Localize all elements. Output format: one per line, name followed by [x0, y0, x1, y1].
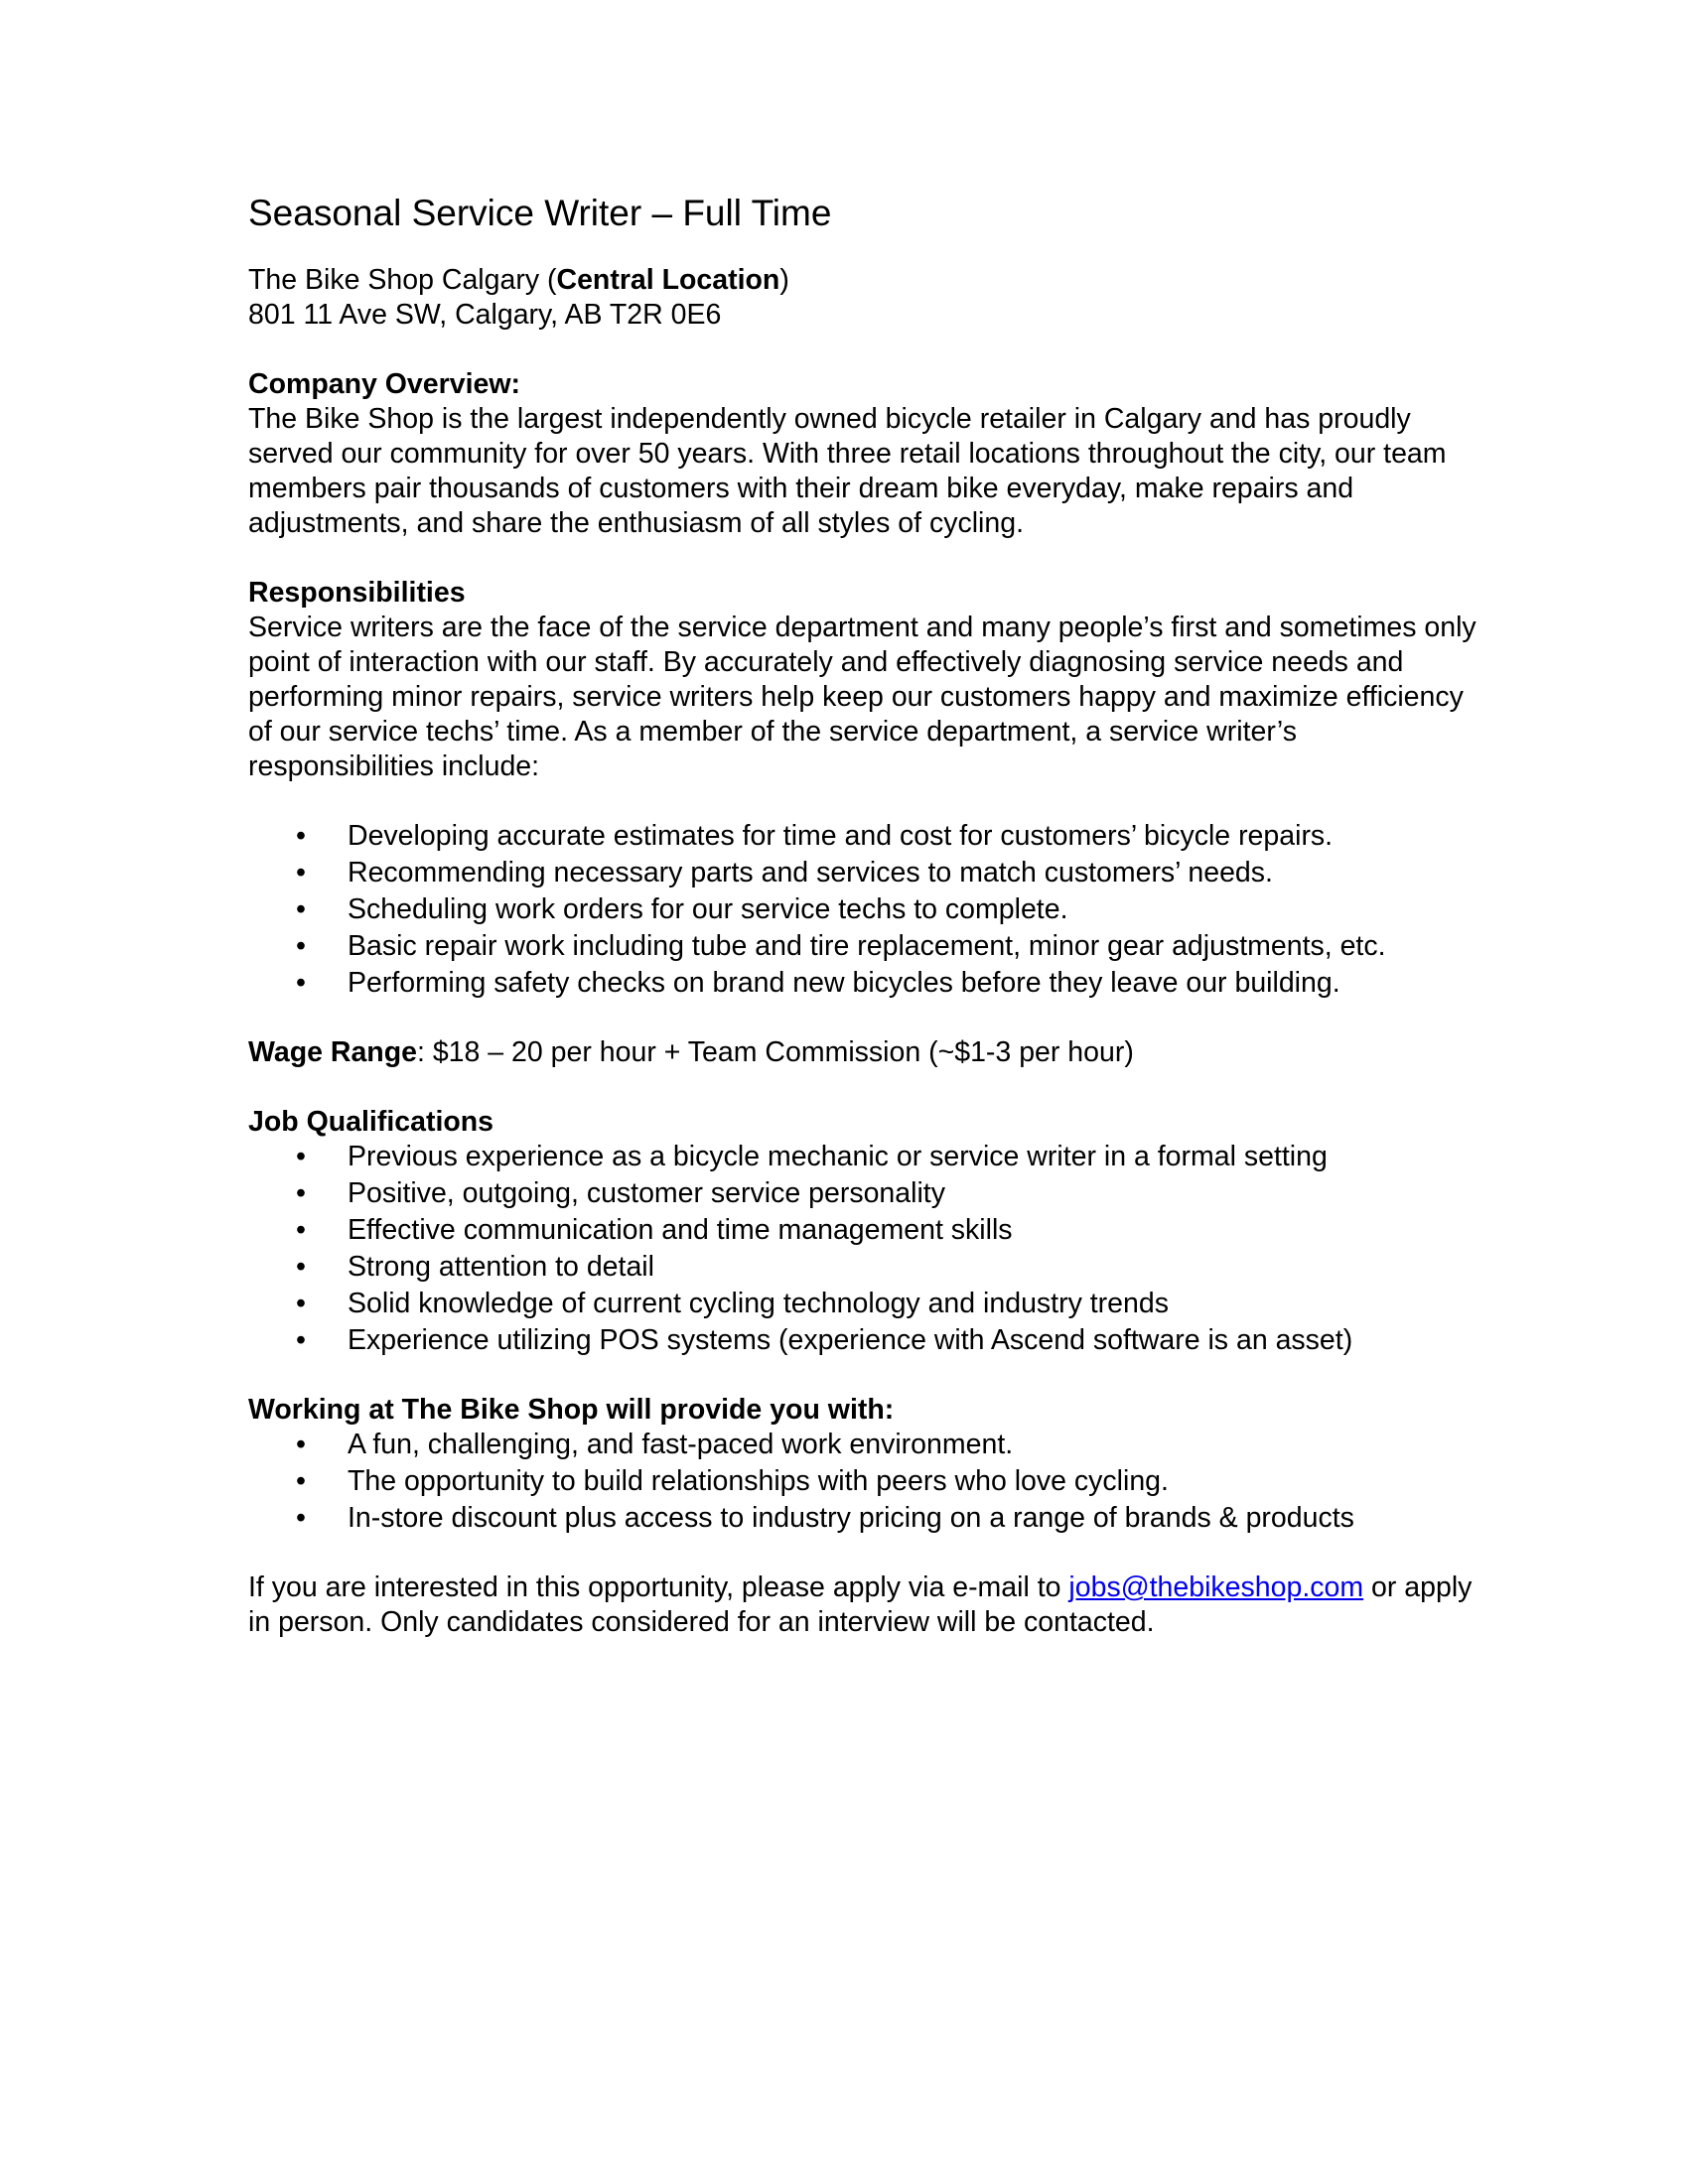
page-title: Seasonal Service Writer – Full Time	[248, 193, 832, 233]
benefits-list	[248, 1428, 1489, 1536]
apply-text	[248, 1570, 1489, 1640]
list-item-text: Developing accurate estimates for time and cost for customers’ bicycle repairs.	[348, 820, 1334, 852]
job-posting-page	[248, 191, 1489, 1640]
list-item	[248, 856, 1489, 890]
bullet-icon: •	[296, 1502, 306, 1534]
store-name-close: )	[779, 264, 789, 296]
list-item	[248, 819, 1489, 854]
responsibilities-text: Service writers are the face of the service department and many people’s first and sometimes only point of interaction with our staff. By accurately and effectively diagnosing service needs and performing minor repairs, service writers help keep our customers happy and maximize efficiency of our service techs’ time. As a member of the service department, a service writer’s responsibilities include:	[248, 612, 1477, 782]
list-item	[248, 892, 1489, 927]
bullet-icon: •	[296, 1177, 306, 1209]
apply-text-after: or apply in person. Only candidates considered for an interview will be contacted.	[248, 1571, 1473, 1638]
list-item-text: Previous experience as a bicycle mechanic or service writer in a formal setting	[348, 1141, 1328, 1172]
list-item-text: Effective communication and time management skills	[348, 1214, 1013, 1246]
company-overview-section	[248, 367, 1489, 541]
wage-range-value: : $18 – 20 per hour + Team Commission (~$1-3 per hour)	[416, 1036, 1134, 1068]
company-overview-heading: Company Overview:	[248, 368, 521, 400]
list-item	[248, 966, 1489, 1001]
list-item-text: The opportunity to build relationships with peers who love cycling.	[348, 1465, 1169, 1497]
apply-email-link[interactable]: jobs@thebikeshop.com	[1068, 1571, 1364, 1603]
list-item	[248, 1213, 1489, 1248]
store-location: Central Location	[556, 264, 780, 296]
list-item	[248, 1250, 1489, 1285]
list-item	[248, 1140, 1489, 1174]
bullet-icon: •	[296, 857, 306, 888]
bullet-icon: •	[296, 967, 306, 999]
list-item	[248, 929, 1489, 964]
list-item	[248, 1287, 1489, 1321]
bullet-icon: •	[296, 820, 306, 852]
store-name-line	[248, 263, 1489, 298]
benefits-heading: Working at The Bike Shop will provide you with:	[248, 1394, 895, 1426]
bullet-icon: •	[296, 1465, 306, 1497]
job-qualifications-list	[248, 1140, 1489, 1358]
company-overview-text: The Bike Shop is the largest independently owned bicycle retailer in Calgary and has proudly served our community for over 50 years. With three retail locations throughout the city, our team members pair thousands of customers with their dream bike everyday, make repairs and adjustments, and share the enthusiasm of all styles of cycling.	[248, 403, 1447, 539]
store-address: 801 11 Ave SW, Calgary, AB T2R 0E6	[248, 299, 722, 331]
wage-range-section	[248, 1035, 1489, 1070]
list-item-text: Scheduling work orders for our service techs to complete.	[348, 893, 1068, 925]
apply-text-before: If you are interested in this opportunity, please apply via e-mail to	[248, 1571, 1069, 1603]
list-item	[248, 1323, 1489, 1358]
list-item-text: In-store discount plus access to industry pricing on a range of brands & products	[348, 1502, 1354, 1534]
bullet-icon: •	[296, 1429, 306, 1460]
job-qualifications-section	[248, 1105, 1489, 1358]
responsibilities-list	[248, 819, 1489, 1001]
responsibilities-section	[248, 576, 1489, 1001]
store-name: The Bike Shop Calgary (	[248, 264, 557, 296]
responsibilities-heading: Responsibilities	[248, 577, 466, 609]
bullet-icon: •	[296, 1141, 306, 1172]
list-item	[248, 1428, 1489, 1462]
bullet-icon: •	[296, 1214, 306, 1246]
wage-range-line	[248, 1035, 1489, 1070]
list-item-text: Performing safety checks on brand new bicycles before they leave our building.	[348, 967, 1340, 999]
list-item-text: Strong attention to detail	[348, 1251, 654, 1283]
bullet-icon: •	[296, 930, 306, 962]
bullet-icon: •	[296, 1251, 306, 1283]
list-item-text: Solid knowledge of current cycling technology and industry trends	[348, 1288, 1169, 1319]
wage-range-label: Wage Range	[248, 1036, 417, 1068]
apply-section	[248, 1570, 1489, 1640]
list-item	[248, 1501, 1489, 1536]
list-item	[248, 1176, 1489, 1211]
location-block	[248, 263, 1489, 333]
bullet-icon: •	[296, 893, 306, 925]
bullet-icon: •	[296, 1324, 306, 1356]
list-item-text: Experience utilizing POS systems (experience with Ascend software is an asset)	[348, 1324, 1353, 1356]
benefits-section	[248, 1393, 1489, 1536]
list-item-text: Positive, outgoing, customer service personality	[348, 1177, 945, 1209]
job-qualifications-heading: Job Qualifications	[248, 1106, 494, 1138]
list-item-text: Recommending necessary parts and services to match customers’ needs.	[348, 857, 1273, 888]
list-item	[248, 1464, 1489, 1499]
list-item-text: Basic repair work including tube and tire replacement, minor gear adjustments, etc.	[348, 930, 1386, 962]
bullet-icon: •	[296, 1288, 306, 1319]
list-item-text: A fun, challenging, and fast-paced work environment.	[348, 1429, 1014, 1460]
